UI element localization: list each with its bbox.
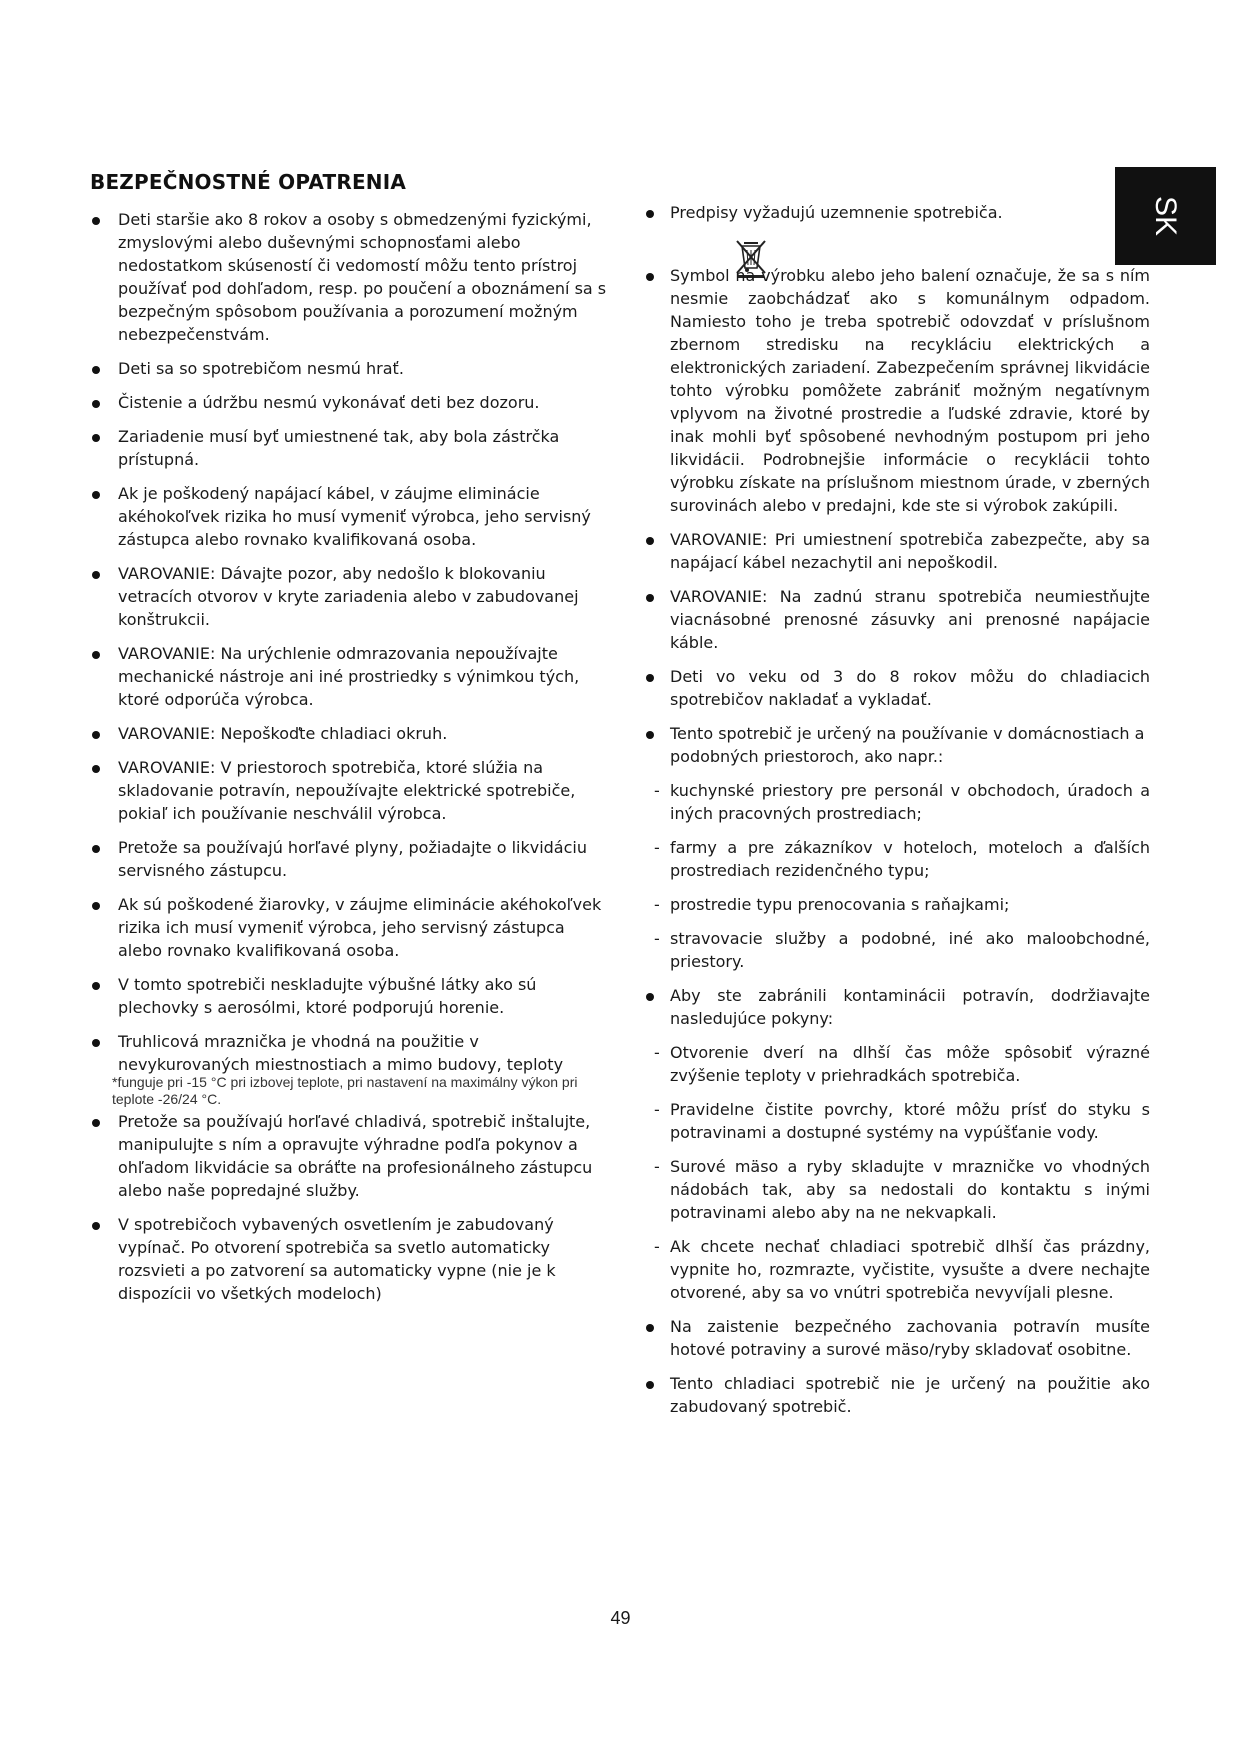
sub-list-item: - Otvorenie dverí na dlhší čas môže spôsobiť výrazné zvýšenie teploty v priehradkách spotrebiča. xyxy=(654,1043,1150,1085)
list-item xyxy=(90,973,610,1019)
language-tab-label: SK xyxy=(1149,195,1183,237)
sub-list-item-text: stravovacie služby a podobné, iné ako maloobchodné, priestory. xyxy=(670,929,1150,971)
bullet-icon xyxy=(92,731,100,739)
bullet-icon xyxy=(646,594,654,602)
right-column xyxy=(640,201,1150,1429)
list-item xyxy=(640,665,1150,711)
list-item-text: VAROVANIE: V priestoroch spotrebiča, ktoré slúžia na skladovanie potravín, nepoužívajte elektrické spotrebiče, pokiaľ ich používanie neschválil výrobca. xyxy=(118,758,576,823)
sub-list-item: - Ak chcete nechať chladiaci spotrebič dlhší čas prázdny, vypnite ho, rozmrazte, vyčistite, vysušte a dvere nechajte otvorené, aby sa vo vnútri spotrebiča nevyvíjali plesne. xyxy=(654,1237,1150,1302)
sub-list-item: - kuchynské priestory pre personál v obchodoch, úradoch a iných pracovných prostrediach; xyxy=(654,781,1150,823)
list-item xyxy=(640,585,1150,654)
list-item-text: VAROVANIE: Na zadnú stranu spotrebiča neumiestňujte viacnásobné prenosné zásuvky ani prenosné napájacie káble. xyxy=(670,587,1150,652)
bullet-icon xyxy=(92,366,100,374)
list-item-text: Čistenie a údržbu nesmú vykonávať deti bez dozoru. xyxy=(118,393,540,412)
sub-list-item: - Surové mäso a ryby skladujte v mrazničke vo vhodných nádobách tak, aby sa nedostali do kontaktu s inými potravinami alebo aby na ne nekvapkali. xyxy=(654,1157,1150,1222)
list-item-text: VAROVANIE: Dávajte pozor, aby nedošlo k blokovaniu vetracích otvorov v kryte zariadenia alebo v zabudovanej konštrukcii. xyxy=(118,564,579,629)
list-item-text: Symbol na výrobku alebo jeho balení označuje, že sa s ním nesmie zaobchádzať ako s komunálnym odpadom. Namiesto toho je treba spotrebič odovzdať v príslušnom zbernom stredisku na recykláciu elektrických a elektronických zariadení. Zabezpečením správnej likvidácie tohto výrobku pomôžete zabrániť možným negatívnym vplyvom na životné prostredie a ľudské zdravie, ktoré by inak mohli byť spôsobené nevhodným postupom pri jeho likvidácii. Podrobnejšie informácie o recyklácii tohto výrobku získate na príslušnom miestnom úrade, v zberných surovinách alebo v predajni, kde ste si výrobok zakúpili. xyxy=(670,266,1150,515)
page-title: BEZPEČNOSTNÉ OPATRENIA xyxy=(90,170,407,194)
list-item xyxy=(640,264,1150,517)
list-item-text: Tento chladiaci spotrebič nie je určený na použitie ako zabudovaný spotrebič. xyxy=(670,1374,1150,1416)
bullet-icon xyxy=(92,1222,100,1230)
list-item xyxy=(90,562,610,631)
sub-list-item: - farmy a pre zákazníkov v hoteloch, moteloch a ďalších prostrediach rezidenčného typu; xyxy=(654,838,1150,880)
list-item xyxy=(90,1030,610,1076)
list-item-text: Pretože sa používajú horľavé plyny, požiadajte o likvidáciu servisného zástupcu. xyxy=(118,838,587,880)
bullet-icon xyxy=(92,765,100,773)
bullet-icon xyxy=(92,400,100,408)
list-item xyxy=(640,722,1150,768)
left-column xyxy=(90,208,610,1316)
list-item xyxy=(90,642,610,711)
list-item xyxy=(90,391,610,414)
sub-list-item-text: kuchynské priestory pre personál v obchodoch, úradoch a iných pracovných prostrediach; xyxy=(670,781,1150,823)
bullet-icon xyxy=(92,1119,100,1127)
sub-list-item: - Pravidelne čistite povrchy, ktoré môžu prísť do styku s potravinami a dostupné systémy na vypúšťanie vody. xyxy=(654,1100,1150,1142)
bullet-icon xyxy=(92,571,100,579)
list-item-text: Predpisy vyžadujú uzemnenie spotrebiča. xyxy=(670,203,1003,222)
sub-list-item: - prostredie typu prenocovania s raňajkami; xyxy=(654,895,1010,914)
list-item xyxy=(640,1372,1150,1418)
sub-list-item-text: Pravidelne čistite povrchy, ktoré môžu prísť do styku s potravinami a dostupné systémy na vypúšťanie vody. xyxy=(670,1100,1150,1142)
list-item xyxy=(640,201,1150,224)
list-item xyxy=(90,425,610,471)
list-item xyxy=(90,1110,610,1202)
list-item-text: VAROVANIE: Na urýchlenie odmrazovania nepoužívajte mechanické nástroje ani iné prostriedky s výnimkou tých, ktoré odporúča výrobca. xyxy=(118,644,580,709)
list-item xyxy=(90,893,610,962)
bullet-icon xyxy=(92,491,100,499)
bullet-icon xyxy=(92,902,100,910)
list-item-text: Deti staršie ako 8 rokov a osoby s obmedzenými fyzickými, zmyslovými alebo duševnými schopnosťami alebo nedostatkom skúseností či vedomostí môžu tento prístroj používať pod dohľadom, resp. po poučení a oboznámení sa s bezpečným spôsobom používania a porozumení možným nebezpečenstvám. xyxy=(118,210,607,344)
list-item-text: Na zaistenie bezpečného zachovania potravín musíte hotové potraviny a surové mäso/ryby skladovať osobitne. xyxy=(670,1317,1150,1359)
list-item-text: Aby ste zabránili kontaminácii potravín, dodržiavajte nasledujúce pokyny: xyxy=(670,986,1150,1028)
bullet-icon xyxy=(646,731,654,739)
bullet-icon xyxy=(646,993,654,1001)
list-item xyxy=(90,1213,610,1305)
list-item xyxy=(90,756,610,825)
bullet-icon xyxy=(92,1039,100,1047)
list-item xyxy=(90,722,610,745)
bullet-icon xyxy=(646,273,654,281)
list-item-text: Deti vo veku od 3 do 8 rokov môžu do chladiacich spotrebičov nakladať a vykladať. xyxy=(670,667,1150,709)
list-item xyxy=(640,984,1150,1030)
list-item xyxy=(640,528,1150,574)
list-item-text: Ak je poškodený napájací kábel, v záujme eliminácie akéhokoľvek rizika ho musí vymeniť výrobca, jeho servisný zástupca alebo rovnako kvalifikovaná osoba. xyxy=(118,484,591,549)
list-item-text: VAROVANIE: Pri umiestnení spotrebiča zabezpečte, aby sa napájací kábel nezachytil ani nepoškodil. xyxy=(670,530,1150,572)
bullet-icon xyxy=(92,982,100,990)
list-item-text: V spotrebičoch vybavených osvetlením je zabudovaný vypínač. Po otvorení spotrebiča sa svetlo automaticky rozsvieti a po zatvorení sa automaticky vypne (nie je k dispozícii vo všetkých modeloch) xyxy=(118,1215,556,1303)
bullet-icon xyxy=(646,674,654,682)
bullet-icon xyxy=(646,537,654,545)
bullet-icon xyxy=(92,217,100,225)
bullet-icon xyxy=(92,651,100,659)
footnote: *funguje pri -15 °C pri izbovej teplote, pri nastavení na maximálny výkon pri teplote -26/24 °C. xyxy=(112,1074,578,1107)
list-item xyxy=(90,482,610,551)
list-item-text: V tomto spotrebiči neskladujte výbušné látky ako sú plechovky s aerosólmi, ktoré podporujú horenie. xyxy=(118,975,537,1017)
sub-list-item-text: Ak chcete nechať chladiaci spotrebič dlhší čas prázdny, vypnite ho, rozmrazte, vyčistite, vysušte a dvere nechajte otvorené, aby sa vo vnútri spotrebiča nevyvíjali plesne. xyxy=(670,1237,1150,1302)
bullet-icon xyxy=(646,1324,654,1332)
sub-list-item: - stravovacie služby a podobné, iné ako maloobchodné, priestory. xyxy=(654,929,1150,971)
bullet-icon xyxy=(92,845,100,853)
list-item-text: Zariadenie musí byť umiestnené tak, aby bola zástrčka prístupná. xyxy=(118,427,560,469)
list-item xyxy=(640,1315,1150,1361)
bullet-icon xyxy=(92,434,100,442)
list-item-text: Truhlicová mraznička je vhodná na použitie v nevykurovaných miestnostiach a mimo budovy, teploty xyxy=(118,1032,564,1074)
list-item xyxy=(90,208,610,346)
sub-list-item-text: farmy a pre zákazníkov v hoteloch, moteloch a ďalších prostrediach rezidenčného typu; xyxy=(670,838,1150,880)
bullet-icon xyxy=(646,210,654,218)
list-item-text: Tento spotrebič je určený na používanie v domácnostiach a podobných priestoroch, ako napr.: xyxy=(670,724,1145,766)
bullet-icon xyxy=(646,1381,654,1389)
list-item-text: Pretože sa používajú horľavé chladivá, spotrebič inštalujte, manipulujte s ním a opravujte výhradne podľa pokynov a ohľadom likvidácie sa obráťte na profesionálneho zástupcu alebo naše popredajné služby. xyxy=(118,1112,593,1200)
list-item xyxy=(90,357,610,380)
list-item-text: VAROVANIE: Nepoškoďte chladiaci okruh. xyxy=(118,724,448,743)
sub-list-item-text: Surové mäso a ryby skladujte v mrazničke vo vhodných nádobách tak, aby sa nedostali do kontaktu s inými potravinami alebo aby na ne nekvapkali. xyxy=(670,1157,1150,1222)
list-item-text: Deti sa so spotrebičom nesmú hrať. xyxy=(118,359,404,378)
sub-list-item-text: prostredie typu prenocovania s raňajkami; xyxy=(670,895,1010,914)
list-item xyxy=(90,836,610,882)
list-item-text: Ak sú poškodené žiarovky, v záujme eliminácie akéhokoľvek rizika ich musí vymeniť výrobca, jeho servisný zástupca alebo rovnako kvalifikovaná osoba. xyxy=(118,895,602,960)
page-number: 49 xyxy=(610,1608,631,1628)
sub-list-item-text: Otvorenie dverí na dlhší čas môže spôsobiť výrazné zvýšenie teploty v priehradkách spotrebiča. xyxy=(670,1043,1150,1085)
